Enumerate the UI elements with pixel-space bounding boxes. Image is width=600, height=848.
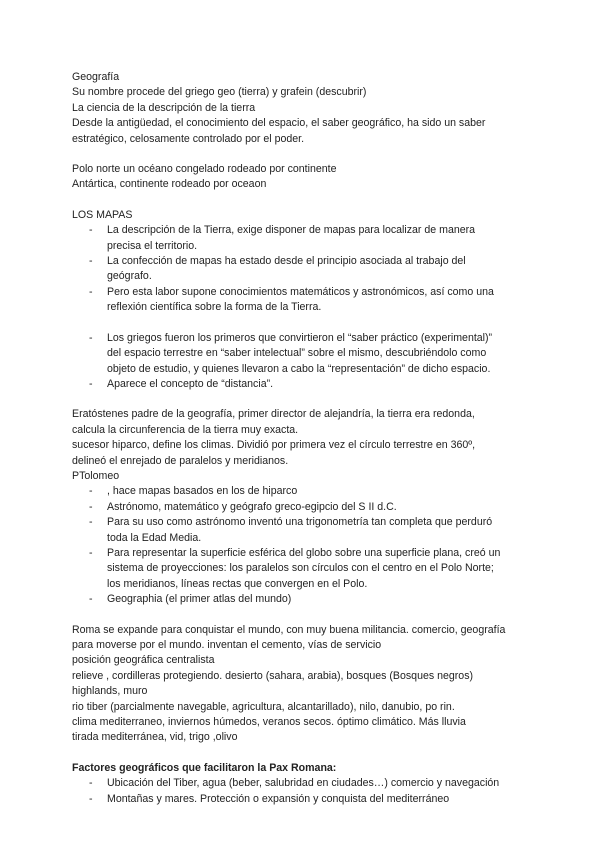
bullet-list bbox=[72, 776, 542, 807]
eratostenes-section bbox=[72, 407, 542, 469]
list-item: - Astrónomo, matemático y geógrafo greco-egipcio del S II d.C. bbox=[72, 500, 542, 515]
pole-line: Antártica, continente rodeado por oceaon bbox=[72, 178, 267, 191]
intro-line: Su nombre procede del griego geo (tierra) y grafein (descubrir) bbox=[72, 86, 367, 99]
factores-section bbox=[72, 761, 542, 807]
paragraph-line: rio tiber (parcialmente navegable, agricultura, alcantarillado), nilo, danubio, po rin. bbox=[72, 700, 455, 713]
list-item: - Para representar la superficie esférica del globo sobre una superficie plana, creó un sistema de proyecciones: los paralelos son círculos con el centro en el Polo Norte; los meridianos, líneas rectas que convergen en el Polo. bbox=[72, 546, 542, 592]
paragraph-line: para moverse por el mundo. inventan el cemento, vías de servicio bbox=[72, 639, 382, 651]
paragraph-line: clima mediterraneo, inviernos húmedos, veranos secos. óptimo climático. Más lluvia bbox=[72, 716, 466, 729]
document-page bbox=[72, 70, 542, 807]
list-item: - Ubicación del Tiber, agua (beber, salubridad en ciudades…) comercio y navegación bbox=[72, 776, 542, 791]
list-item: - Para su uso como astrónomo inventó una trigonometría tan completa que perduró toda la Edad Media. bbox=[72, 515, 542, 546]
paragraph-line: Roma se expande para conquistar el mundo, con muy buena militancia. comercio, geografía bbox=[72, 623, 506, 636]
pole-line: Polo norte un océano congelado rodeado por continente bbox=[72, 163, 337, 176]
paragraph-line: posición geográfica centralista bbox=[72, 654, 215, 667]
list-item: - Aparece el concepto de “distancia”. bbox=[72, 377, 542, 392]
ptolomeo-section bbox=[72, 469, 542, 608]
section-heading: LOS MAPAS bbox=[72, 208, 133, 221]
roma-section bbox=[72, 623, 542, 746]
intro-line: La ciencia de la descripción de la tierra bbox=[72, 101, 256, 114]
list-item: - La confección de mapas ha estado desde el principio asociada al trabajo del geógrafo. bbox=[72, 254, 542, 285]
bullet-list bbox=[72, 223, 542, 315]
intro-section bbox=[72, 70, 542, 147]
list-item: - La descripción de la Tierra, exige disponer de mapas para localizar de manera precisa el territorio. bbox=[72, 223, 542, 254]
doc-title: Geografía bbox=[72, 71, 120, 83]
paragraph-line: Eratóstenes padre de la geografía, primer director de alejandría, la tierra era redonda, bbox=[72, 408, 475, 421]
bullet-list bbox=[72, 484, 542, 607]
paragraph-line: calcula la circunferencia de la tierra muy exacta. bbox=[72, 423, 299, 436]
intro-line: estratégico, celosamente controlado por el poder. bbox=[72, 132, 305, 145]
list-item: - Geographia (el primer atlas del mundo) bbox=[72, 592, 542, 607]
section-heading: Factores geográficos que facilitaron la Pax Romana: bbox=[72, 761, 337, 774]
mapas-section bbox=[72, 208, 542, 392]
list-item: - Los griegos fueron los primeros que convirtieron el “saber práctico (experimental)” del espacio terrestre en “saber intelectual” sobre el mismo, descubriéndolo como objeto de estudio, y quienes llevaron a cabo la “representación” de dicho espacio. bbox=[72, 331, 542, 377]
list-item: - Pero esta labor supone conocimientos matemáticos y astronómicos, así como una reflexión científica sobre la forma de la Tierra. bbox=[72, 285, 542, 316]
section-heading: PTolomeo bbox=[72, 469, 120, 482]
list-item: - , hace mapas basados en los de hiparco bbox=[72, 484, 542, 499]
paragraph-line: relieve , cordilleras protegiendo. desierto (sahara, arabia), bosques (Bosques negros) bbox=[72, 669, 474, 682]
list-item: - Montañas y mares. Protección o expansión y conquista del mediterráneo bbox=[72, 792, 542, 807]
poles-section bbox=[72, 162, 542, 193]
paragraph-line: tirada mediterránea, vid, trigo ,olivo bbox=[72, 731, 238, 744]
paragraph-line: highlands, muro bbox=[72, 685, 148, 698]
intro-line: Desde la antigüedad, el conocimiento del espacio, el saber geográfico, ha sido un saber bbox=[72, 117, 486, 130]
paragraph-line: delineó el enrejado de paralelos y meridianos. bbox=[72, 454, 289, 467]
paragraph-line: sucesor hiparco, define los climas. Dividió por primera vez el círculo terrestre en 360º, bbox=[72, 439, 476, 452]
bullet-list bbox=[72, 331, 542, 393]
